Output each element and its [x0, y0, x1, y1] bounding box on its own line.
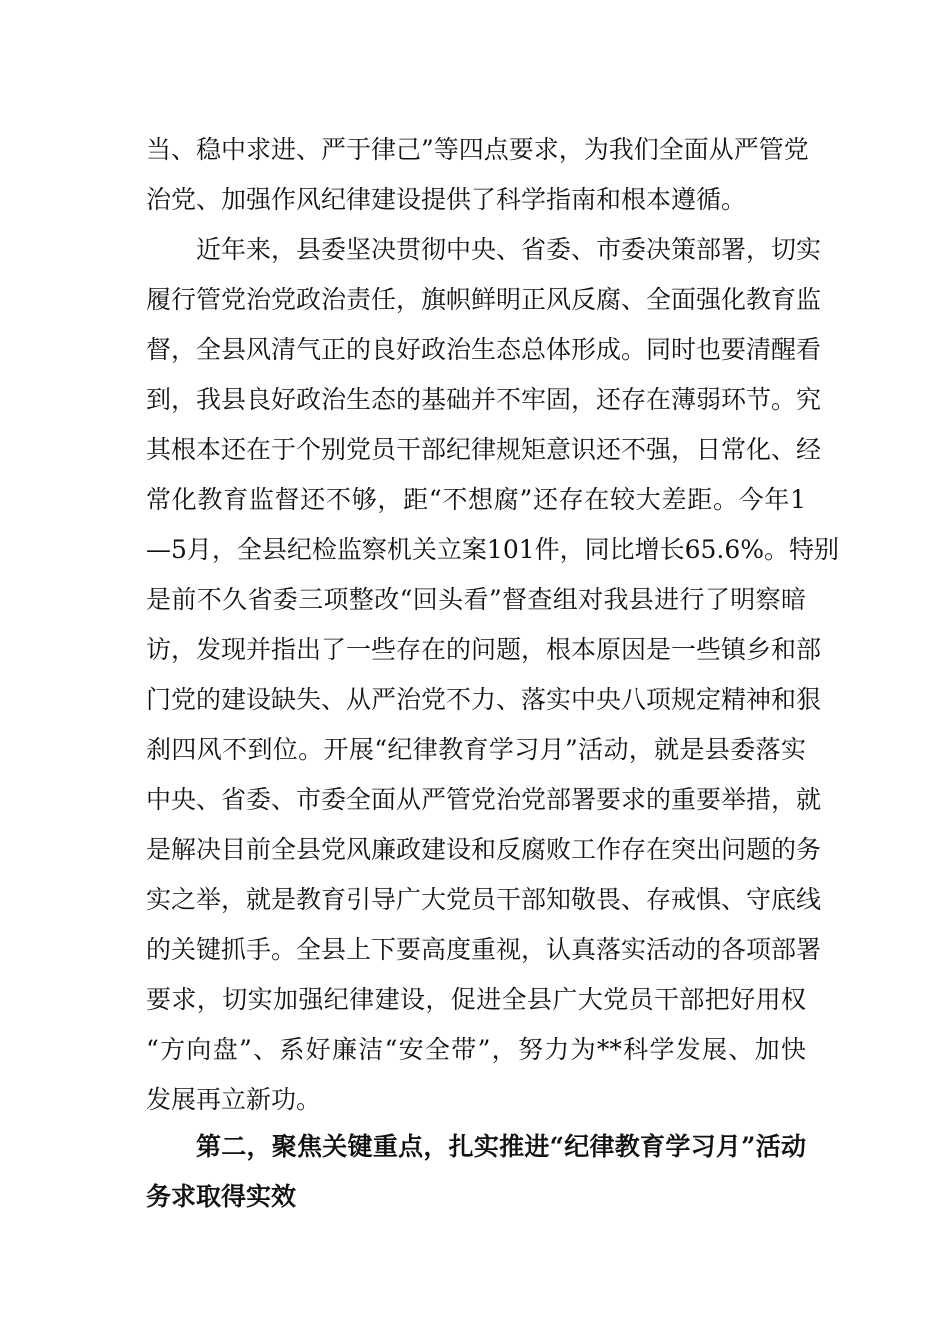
paragraph-line: 近年来，县委坚决贯彻中央、省委、市委决策部署，切实	[196, 235, 822, 264]
paragraph-line: 要求，切实加强纪律建设，促进全县广大党员干部把好用权	[146, 985, 806, 1014]
paragraph-line: 的关键抓手。全县上下要高度重视，认真落实活动的各项部署	[146, 935, 822, 964]
paragraph-line: 中央、省委、市委全面从严管党治党部署要求的重要举措，就	[146, 785, 822, 814]
paragraph-line: 履行管党治党政治责任，旗帜鲜明正风反腐、全面强化教育监	[146, 285, 822, 314]
paragraph-line: 常化教育监督还不够，距“不想腐”还存在较大差距。今年1	[146, 485, 806, 514]
paragraph-line: 其根本还在于个别党员干部纪律规矩意识还不强，日常化、经	[146, 435, 822, 464]
paragraph-line: 实之举，就是教育引导广大党员干部知敬畏、存戒惧、守底线	[146, 885, 822, 914]
paragraph-line: “方向盘”、系好廉洁“安全带”，努力为**科学发展、加快	[146, 1035, 806, 1064]
paragraph-line: 发展再立新功。	[146, 1085, 322, 1114]
paragraph-line: 治党、加强作风纪律建设提供了科学指南和根本遵循。	[146, 185, 747, 214]
paragraph-line: 门党的建设缺失、从严治党不力、落实中央八项规定精神和狠	[146, 685, 822, 714]
section-heading-line: 务求取得实效	[146, 1182, 297, 1211]
paragraph-line: 访，发现并指出了一些存在的问题，根本原因是一些镇乡和部	[146, 635, 822, 664]
paragraph-line: 到，我县良好政治生态的基础并不牢固，还存在薄弱环节。究	[146, 385, 822, 414]
paragraph-line: 是解决目前全县党风廉政建设和反腐败工作存在突出问题的务	[146, 835, 822, 864]
section-heading-line: 第二，聚焦关键重点，扎实推进“纪律教育学习月”活动	[196, 1132, 806, 1161]
paragraph-line: 刹四风不到位。开展“纪律教育学习月”活动，就是县委落实	[146, 735, 806, 764]
paragraph-line: 是前不久省委三项整改“回头看”督查组对我县进行了明察暗	[146, 585, 806, 614]
paragraph-line: 当、稳中求进、严于律己”等四点要求，为我们全面从严管党	[146, 135, 809, 164]
paragraph-line: 督，全县风清气正的良好政治生态总体形成。同时也要清醒看	[146, 335, 822, 364]
paragraph-line: —5月，全县纪检监察机关立案101件，同比增长65.6%。特别	[146, 535, 840, 564]
